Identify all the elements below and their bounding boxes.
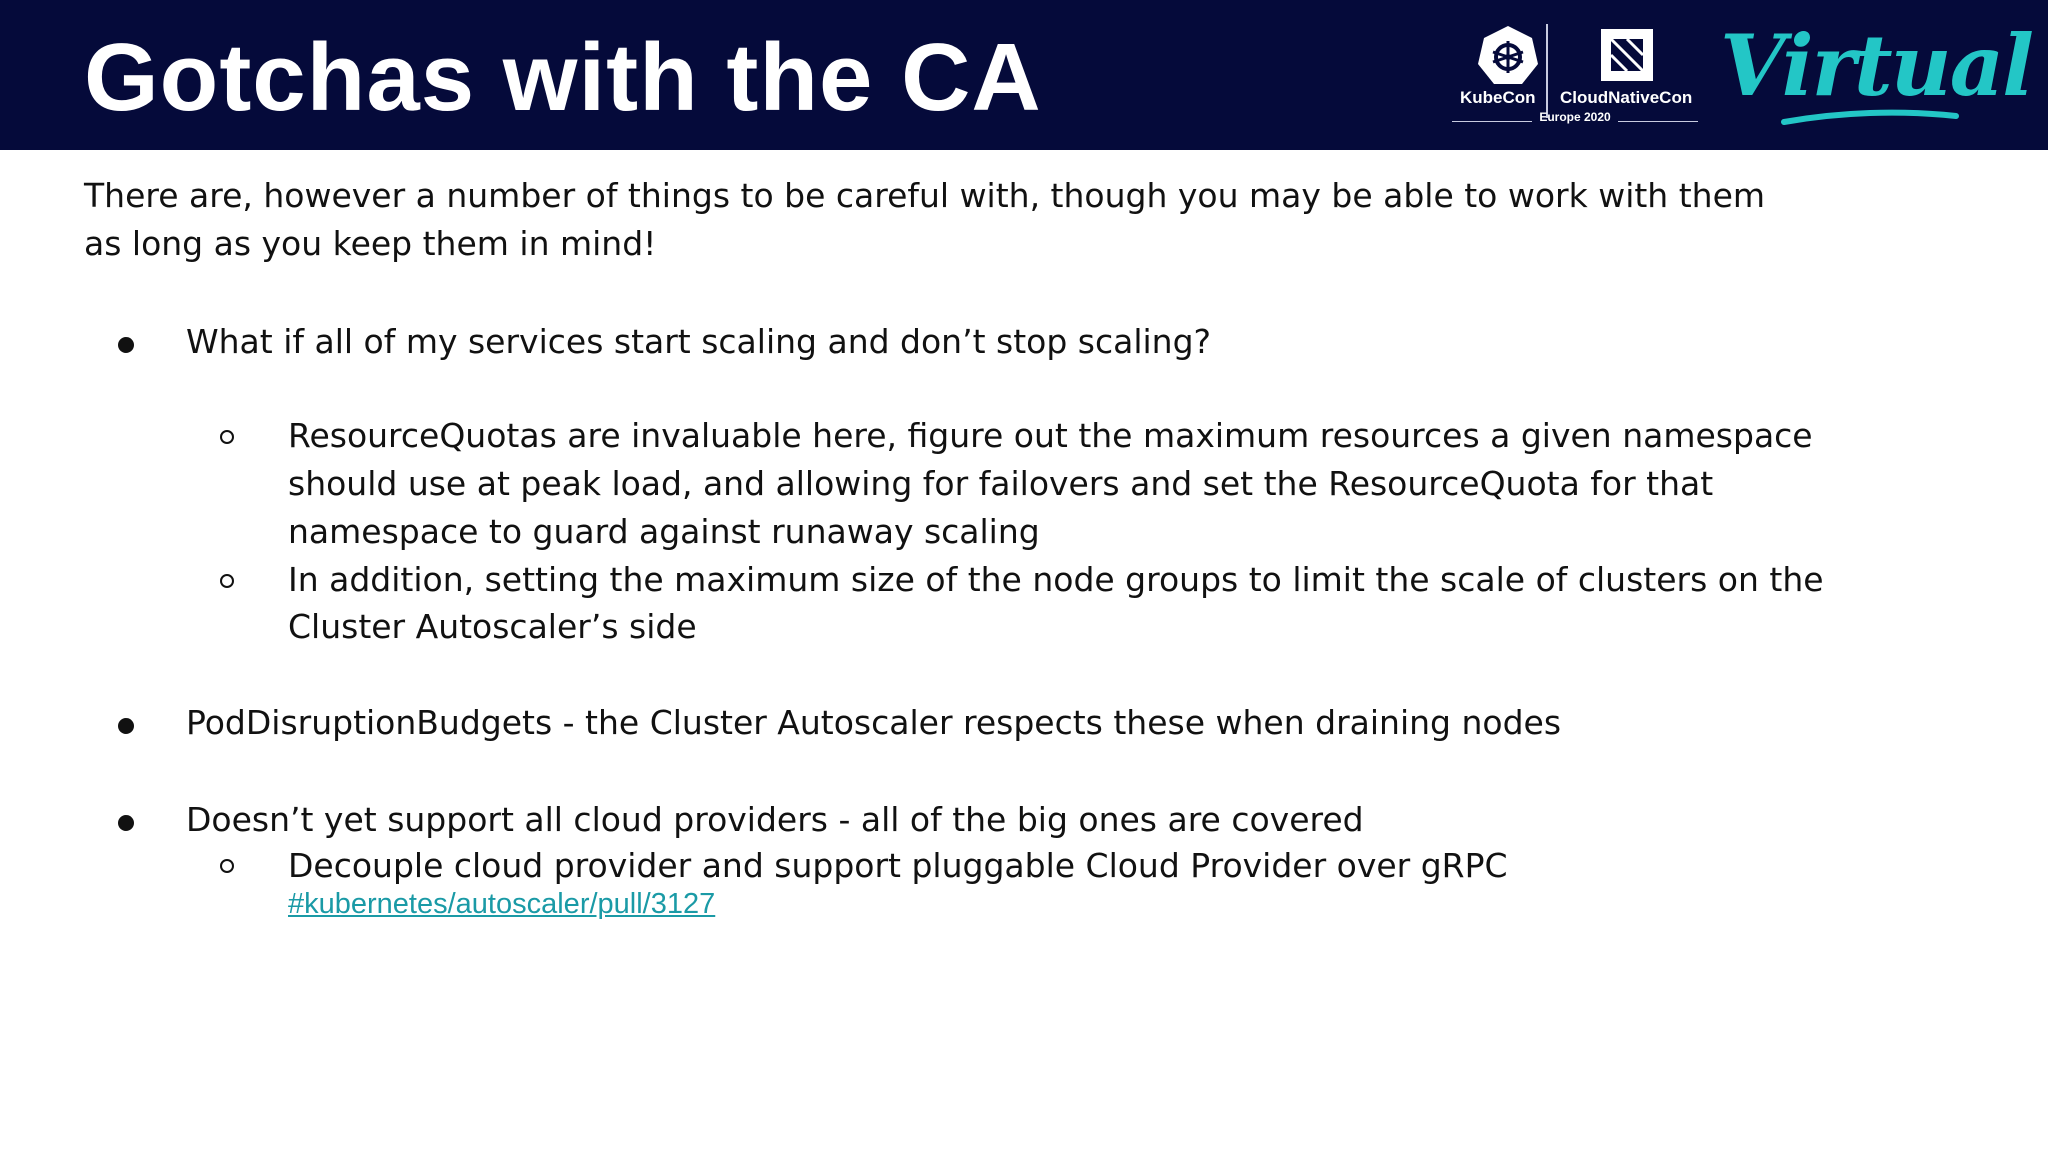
bullet-1-sub-1-line-1: ResourceQuotas are invaluable here, figure out the maximum resources a given namespace xyxy=(288,416,1813,455)
bullet-dot xyxy=(118,337,134,353)
pull-request-link[interactable]: #kubernetes/autoscaler/pull/3127 xyxy=(288,888,716,920)
page-title: Gotchas with the CA xyxy=(84,24,1042,131)
virtual-wordmark: Virtual xyxy=(1720,16,2033,115)
slide-header xyxy=(0,0,2048,150)
bullet-1-sub-2-line-2: Cluster Autoscaler’s side xyxy=(288,607,697,646)
bullet-1-text: What if all of my services start scaling and don’t stop scaling? xyxy=(186,322,1212,361)
bullet-3-sub-1-line-1: Decouple cloud provider and support pluggable Cloud Provider over gRPC xyxy=(288,846,1508,885)
brand-divider xyxy=(1546,24,1548,118)
virtual-swash-icon xyxy=(1780,102,1960,132)
bullet-1-sub-1-line-3: namespace to guard against runaway scaling xyxy=(288,512,1040,551)
event-branding xyxy=(1440,14,2033,138)
bullet-dot xyxy=(118,815,134,831)
bullet-dot xyxy=(118,718,134,734)
sub-bullet-ring xyxy=(220,574,234,588)
slide-body xyxy=(84,172,1964,268)
sub-bullet-ring xyxy=(220,430,234,444)
sub-bullet-ring xyxy=(220,859,234,873)
intro-paragraph: There are, however a number of things to be careful with, though you may be able to work with them as long as you keep them in mind! xyxy=(84,176,1766,263)
bullet-1-sub-1-line-2: should use at peak load, and allowing for failovers and set the ResourceQuota for that xyxy=(288,464,1714,503)
cloudnativecon-wordmark: CloudNativeCon xyxy=(1560,88,1693,107)
bullet-2-text: PodDisruptionBudgets - the Cluster Autoscaler respects these when draining nodes xyxy=(186,703,1562,742)
kubecon-logo-icon xyxy=(1476,24,1540,88)
edition-label: Europe 2020 xyxy=(1539,110,1611,124)
cloudnativecon-logo-icon xyxy=(1600,28,1654,82)
kubecon-wordmark: KubeCon xyxy=(1460,88,1536,107)
bullet-1-sub-2-line-1: In addition, setting the maximum size of the node groups to limit the scale of clusters on the xyxy=(288,560,1824,599)
bullet-3-text: Doesn’t yet support all cloud providers - all of the big ones are covered xyxy=(186,800,1364,839)
